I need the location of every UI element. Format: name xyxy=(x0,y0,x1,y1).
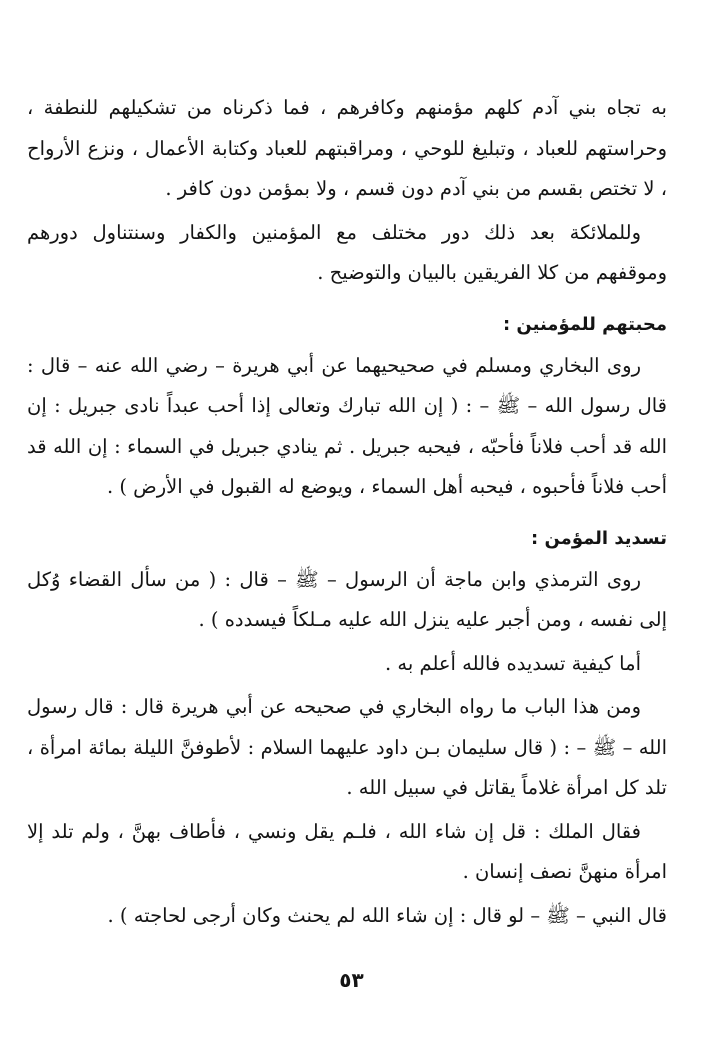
paragraph-angels-duties: به تجاه بني آدم كلهم مؤمنهم وكافرهم ، فما ذكرناه من تشكيلهم للنطفة ، وحراستهم للعباد ، وتبليغ للوحي ، ومراقبتهم للعباد وكتابة الأعمال ، ونزع الأرواح ، لا تختص بقسم من بني آدم دون قسم ، ولا بمؤمن دون كافر . xyxy=(27,96,667,200)
paragraph-angels-role: وللملائكة بعد ذلك دور مختلف مع المؤمنين والكفار وسنتناول دورهم وموقفهم من كلا الفريقين بالبيان والتوضيح . xyxy=(27,220,667,284)
paragraph-how-guided: أما كيفية تسديده فالله أعلم به . xyxy=(385,651,641,675)
paragraph-hadith-sulayman: ومن هذا الباب ما رواه البخاري في صحيحه عن أبي هريرة قال : قال رسول الله – ﷺ – : ( قال سليمان بـن داود عليهما السلام : لأطوفنَّ الليلة بمائة امرأة ، تلد كل امرأة غلاماً يقاتل في سبيل الله . xyxy=(27,695,667,799)
section-heading-love-for-believers: محبتهم للمؤمنين : xyxy=(502,313,667,335)
paragraph-prophet-said: قال النبي – ﷺ – لو قال : إن شاء الله لم يحنث وكان أرجى لحاجته ) . xyxy=(107,903,667,927)
page-number: ٥٣ xyxy=(339,968,364,992)
paragraph-hadith-judgeship: روى الترمذي وابن ماجة أن الرسول – ﷺ – قال : ( من سأل القضاء وُكل إلى نفسه ، ومن أجبر عليه ينزل الله عليه مـلكاً فيسدده ) . xyxy=(27,567,667,631)
paragraph-hadith-jibril: روى البخاري ومسلم في صحيحيهما عن أبي هريرة – رضي الله عنه – قال : قال رسول الله – ﷺ – : ( إن الله تبارك وتعالى إذا أحب عبداً نادى جبريل : إن الله قد أحب فلاناً فأحبّه ، فيحبه جبريل . ثم ينادي جبريل في السماء : إن الله قد أحب فلاناً فأحبوه ، فيحبه أهل السماء ، ويوضع له القبول في الأرض ) . xyxy=(27,353,667,498)
paragraph-angel-said: فقال الملك : قل إن شاء الله ، فلـم يقل ونسي ، فأطاف بهنَّ ، ولم تلد إلا امرأة منهنَّ نصف إنسان . xyxy=(27,819,667,883)
page-body xyxy=(27,88,667,936)
section-heading-guiding-believer: تسديد المؤمن : xyxy=(531,527,667,549)
